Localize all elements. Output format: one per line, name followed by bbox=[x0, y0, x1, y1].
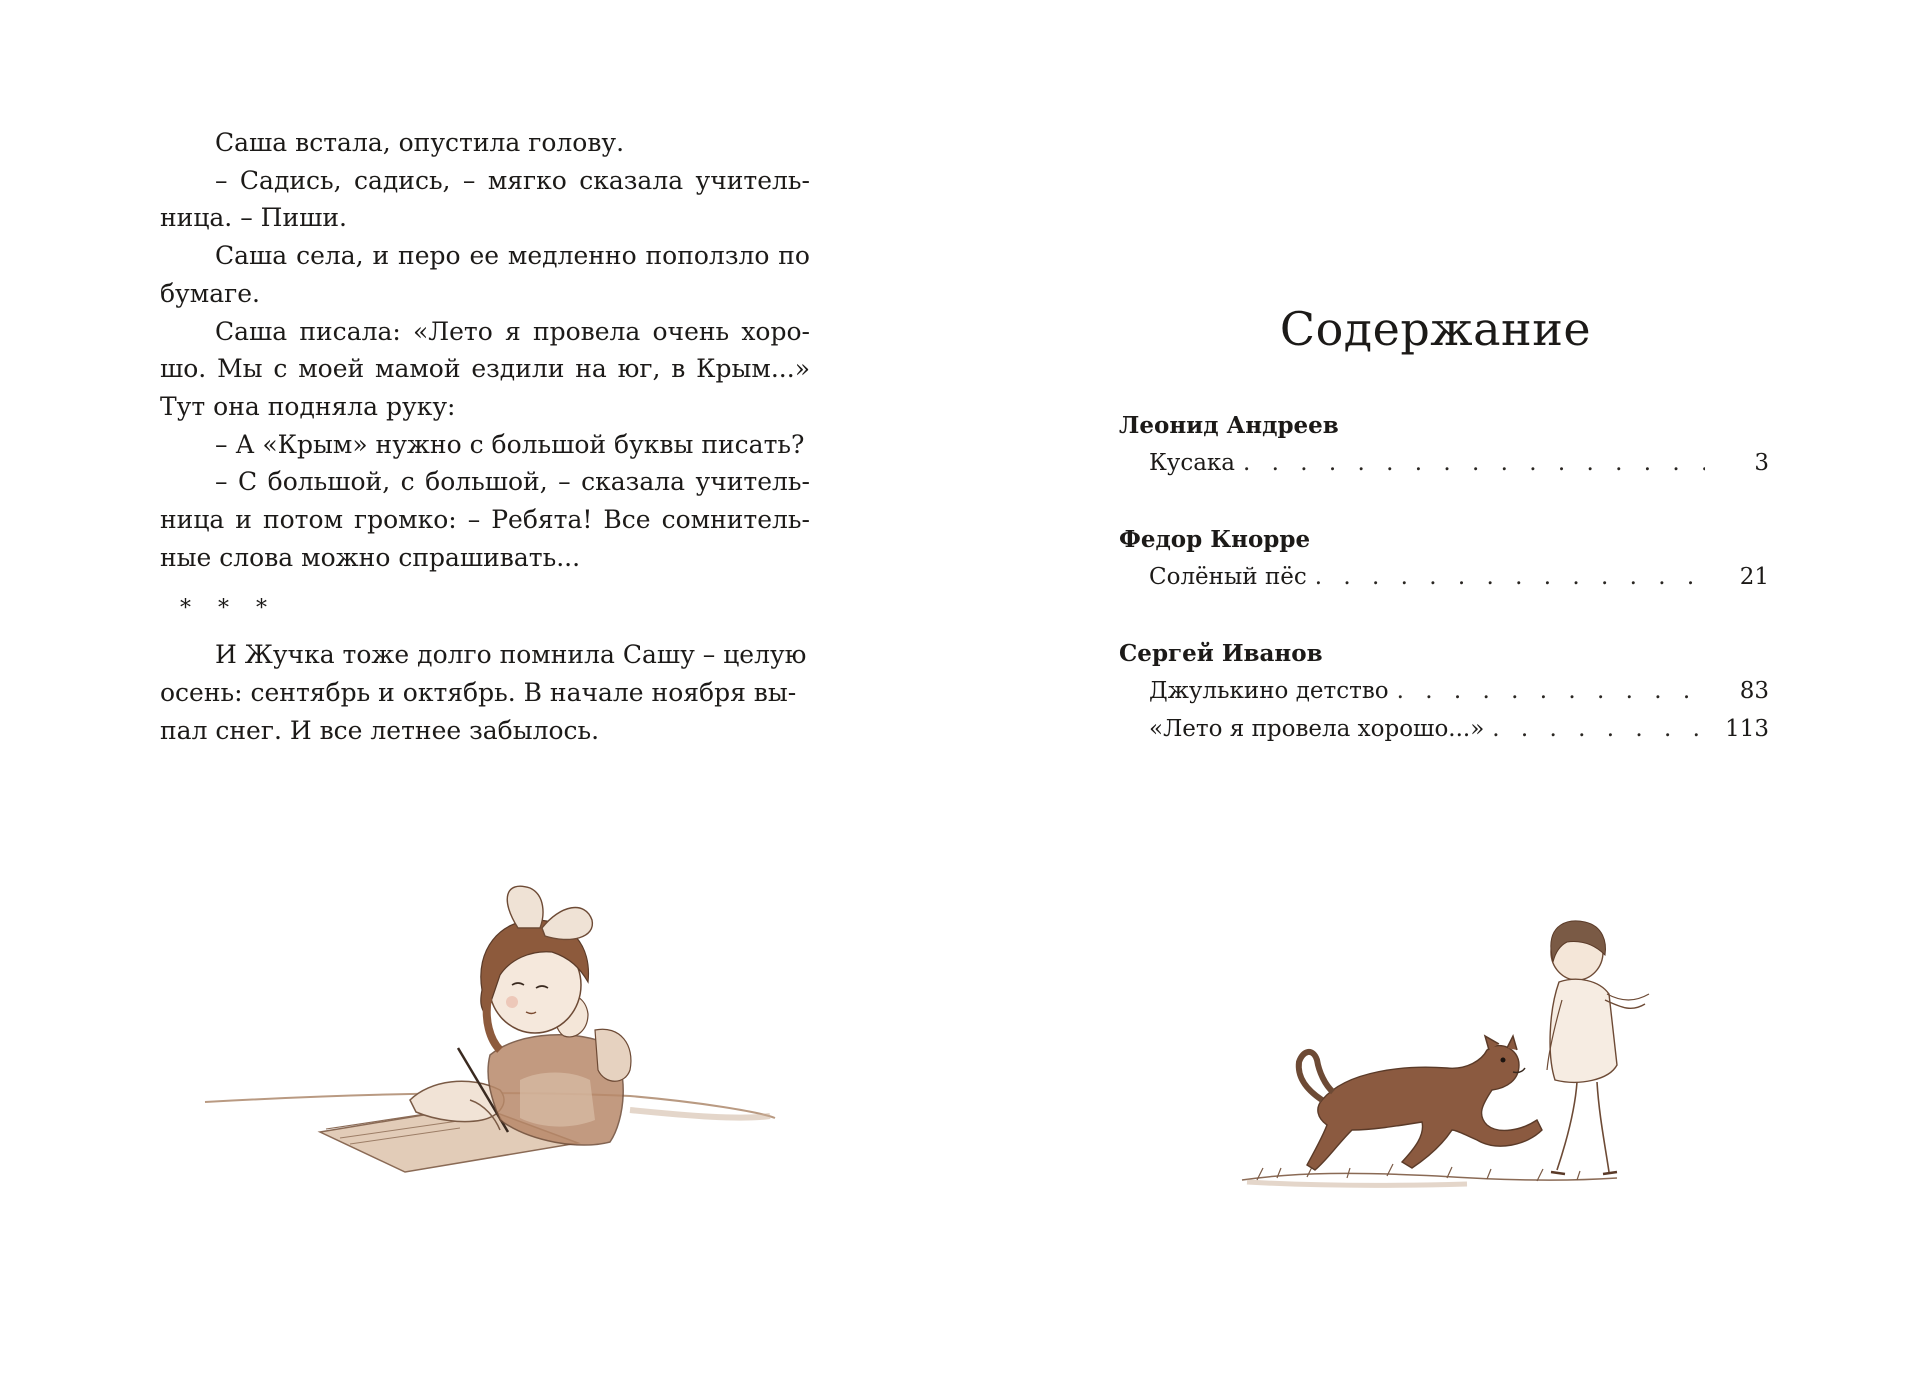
story-paragraph: – Садись, садись, – мягко сказала учительница. – Пиши. bbox=[160, 165, 810, 233]
toc-entry-page: 3 bbox=[1754, 450, 1769, 476]
toc-leader-dots bbox=[1315, 558, 1705, 596]
toc-group bbox=[1119, 636, 1769, 748]
story-paragraph: Саша села, и перо ее медленно поползло по бумаге. bbox=[160, 241, 810, 308]
toc-group bbox=[1119, 408, 1769, 482]
girl-and-dog-illustration bbox=[1237, 890, 1657, 1220]
toc-author: Леонид Андреев bbox=[1119, 412, 1339, 439]
toc-entry[interactable] bbox=[1119, 710, 1769, 748]
toc-entry-title: Солёный пёс bbox=[1149, 564, 1307, 590]
toc-group bbox=[1119, 522, 1769, 596]
toc-entry-page: 83 bbox=[1739, 678, 1769, 704]
section-separator: * * * bbox=[180, 596, 277, 622]
toc-entry-title: Кусака bbox=[1149, 450, 1236, 476]
toc-entry[interactable] bbox=[1119, 672, 1769, 710]
toc-title: Содержание bbox=[1279, 302, 1592, 356]
story-paragraph: – С большой, с большой, – сказала учительница и потом громко: – Ребята! Все сомнительные слова можно спрашивать... bbox=[160, 467, 810, 572]
toc-author: Сергей Иванов bbox=[1119, 640, 1323, 667]
toc-entry-page: 21 bbox=[1739, 564, 1769, 590]
story-text bbox=[160, 124, 810, 749]
toc-leader-dots bbox=[1397, 672, 1705, 710]
toc-leader-dots bbox=[1492, 710, 1705, 748]
right-page bbox=[957, 0, 1914, 1388]
story-paragraph: Саша встала, опустила голову. bbox=[215, 128, 625, 157]
toc-entry-page: 113 bbox=[1725, 716, 1769, 742]
toc-entry-title: Джулькино детство bbox=[1149, 678, 1389, 704]
story-paragraph: Саша писала: «Лето я провела очень хорошо. Мы с моей мамой ездили на юг, в Крым...» Тут она подняла руку: bbox=[160, 316, 810, 421]
toc-entry[interactable] bbox=[1119, 558, 1769, 596]
table-of-contents bbox=[1119, 408, 1769, 788]
toc-entry-title: «Лето я провела хорошо...» bbox=[1149, 716, 1485, 742]
toc-leader-dots bbox=[1243, 444, 1705, 482]
story-paragraph: – А «Крым» нужно с большой буквы писать? bbox=[215, 429, 805, 459]
toc-author: Федор Кнорре bbox=[1119, 526, 1311, 553]
story-paragraph-closing: И Жучка тоже долго помнила Сашу – целую осень: сентябрь и октябрь. В начале ноября выпал снег. И все летнее забылось. bbox=[160, 640, 807, 745]
toc-entry[interactable] bbox=[1119, 444, 1769, 482]
girl-writing-illustration bbox=[200, 880, 780, 1180]
